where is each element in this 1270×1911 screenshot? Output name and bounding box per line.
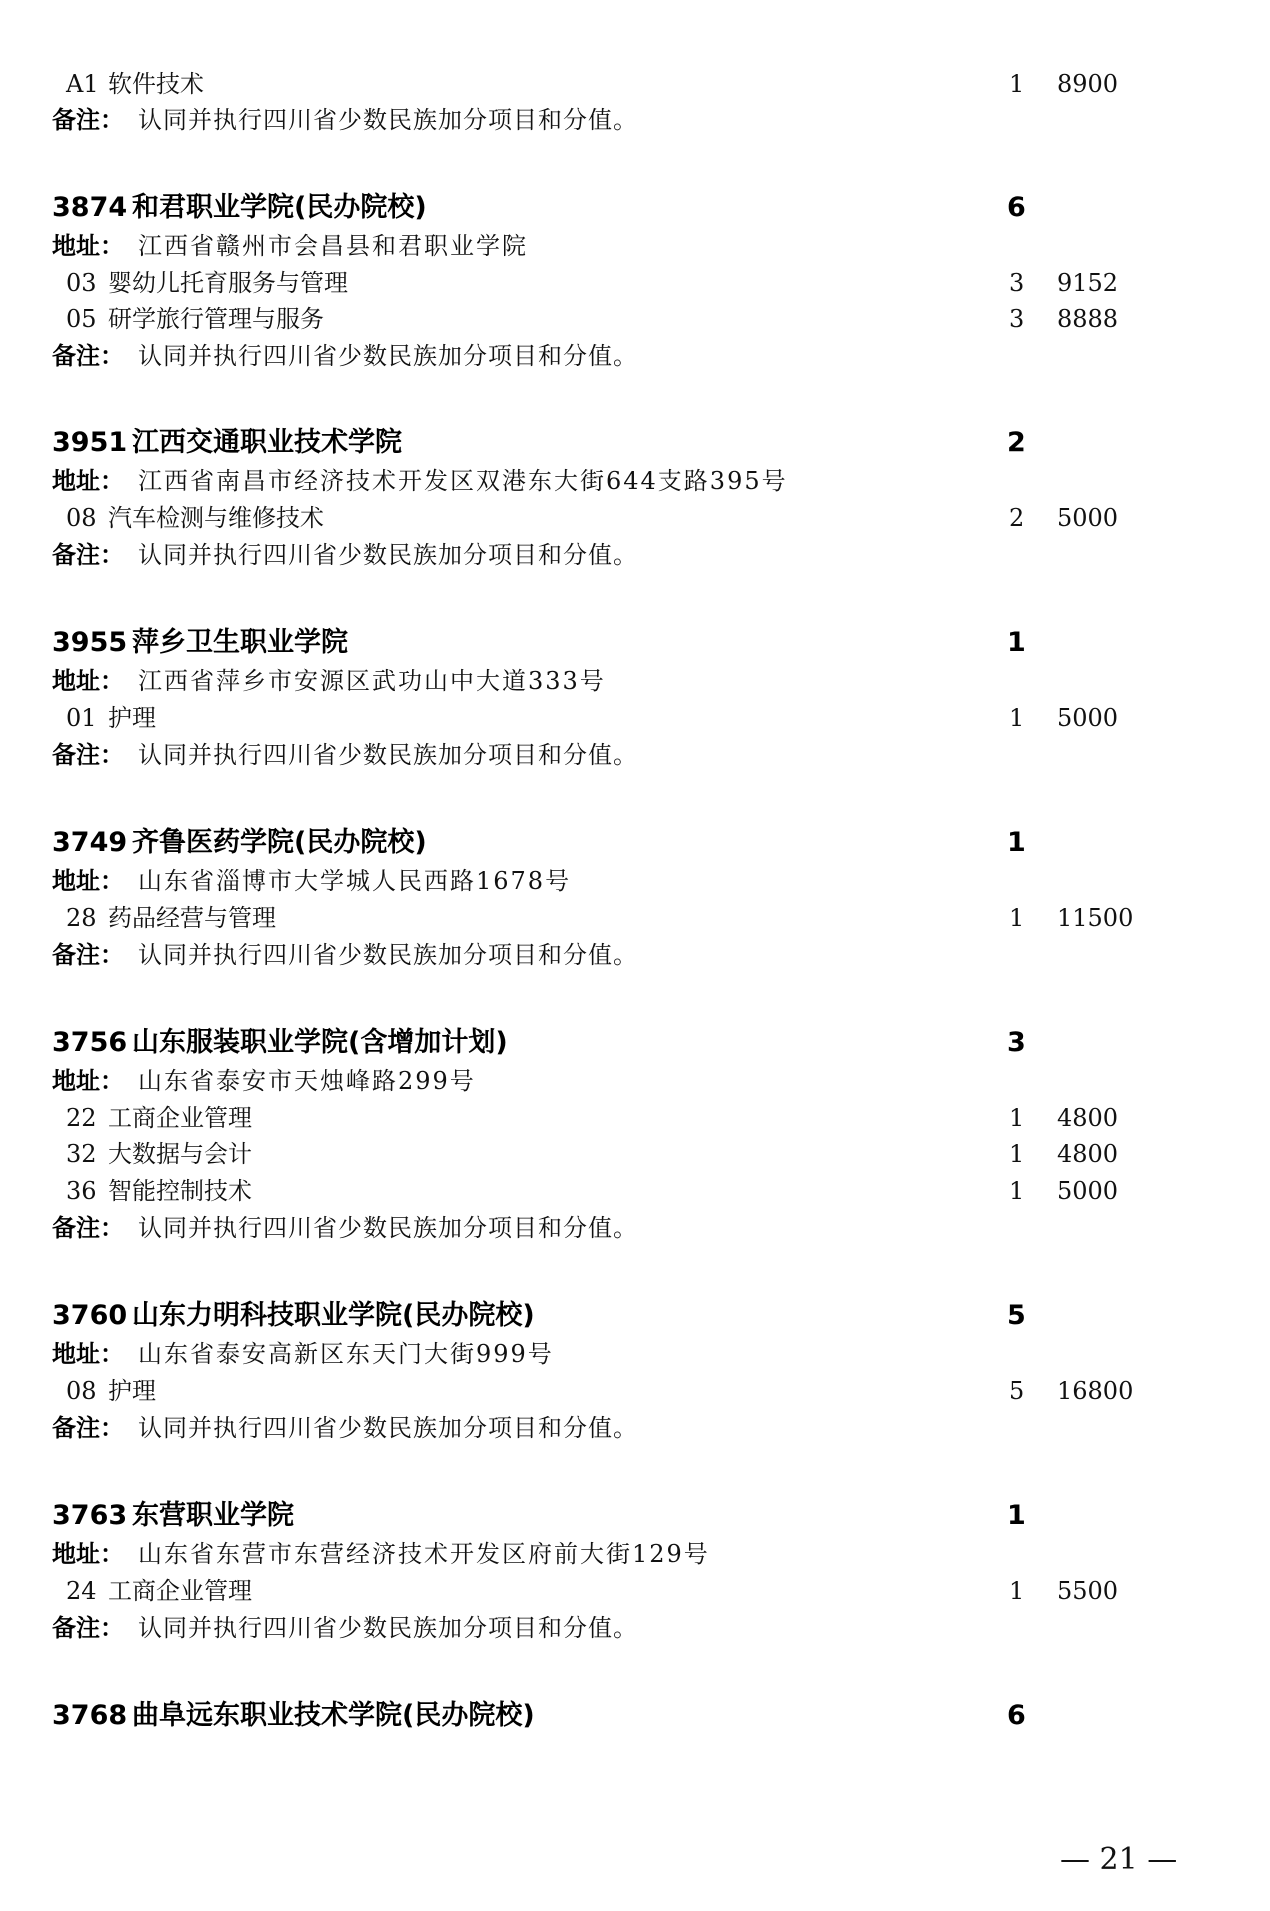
- school-title: [52, 1698, 1212, 1734]
- major-fee: 16800: [1057, 1377, 1134, 1405]
- address-row: [52, 1063, 1212, 1099]
- major-code: 08: [66, 1377, 97, 1405]
- address-text: 山东省淄博市大学城人民西路1678号: [138, 867, 572, 895]
- major-count: 2: [1009, 504, 1025, 532]
- major-fee: 4800: [1057, 1140, 1119, 1168]
- school-count: 6: [1007, 1700, 1026, 1731]
- major-row: [52, 301, 1212, 337]
- school-title: [52, 625, 1212, 661]
- address-row: [52, 228, 1212, 264]
- major-code: 01: [66, 704, 97, 732]
- school-name: 山东力明科技职业学院(民办院校): [132, 1300, 535, 1331]
- note-label: 备注：: [52, 342, 124, 370]
- school-title: [52, 825, 1212, 861]
- major-count: 1: [1009, 904, 1025, 932]
- major-fee: 11500: [1057, 904, 1134, 932]
- school-code: 3874: [52, 192, 128, 223]
- major-count: 3: [1009, 269, 1025, 297]
- major-fee: 5000: [1057, 1177, 1119, 1205]
- major-fee: 8900: [1057, 70, 1119, 98]
- school-name: 曲阜远东职业技术学院(民办院校): [132, 1700, 535, 1731]
- note-text: 认同并执行四川省少数民族加分项目和分值。: [138, 1414, 638, 1442]
- address-row: [52, 463, 1212, 499]
- school-title: [52, 1025, 1212, 1061]
- school-title: [52, 425, 1212, 461]
- major-fee: 5000: [1057, 504, 1119, 532]
- major-name: 婴幼儿托育服务与管理: [108, 269, 348, 297]
- school-name: 山东服装职业学院(含增加计划): [132, 1027, 508, 1058]
- address-label: 地址：: [52, 1540, 124, 1568]
- note-row: [52, 338, 1212, 374]
- major-code: 05: [66, 305, 97, 333]
- address-text: 山东省东营市东营经济技术开发区府前大街129号: [138, 1540, 710, 1568]
- major-count: 1: [1009, 1577, 1025, 1605]
- major-fee: 5500: [1057, 1577, 1119, 1605]
- note-text: 认同并执行四川省少数民族加分项目和分值。: [138, 941, 638, 969]
- address-text: 江西省南昌市经济技术开发区双港东大街644支路395号: [138, 467, 788, 495]
- major-row: [52, 1373, 1212, 1409]
- note-row: [52, 737, 1212, 773]
- major-row: [52, 1173, 1212, 1209]
- major-row: [52, 1100, 1212, 1136]
- note-text: 认同并执行四川省少数民族加分项目和分值。: [138, 541, 638, 569]
- note-label: 备注：: [52, 1414, 124, 1442]
- school-count: 1: [1007, 827, 1026, 858]
- school-code: 3760: [52, 1300, 128, 1331]
- address-text: 江西省萍乡市安源区武功山中大道333号: [138, 667, 606, 695]
- school-count: 2: [1007, 427, 1026, 458]
- school-count: 1: [1007, 1500, 1026, 1531]
- major-fee: 4800: [1057, 1104, 1119, 1132]
- school-name: 齐鲁医药学院(民办院校): [132, 827, 427, 858]
- major-row: [52, 1136, 1212, 1172]
- address-label: 地址：: [52, 867, 124, 895]
- major-code: 24: [66, 1577, 97, 1605]
- major-code: 08: [66, 504, 97, 532]
- school-count: 1: [1007, 627, 1026, 658]
- school-code: 3955: [52, 627, 128, 658]
- address-row: [52, 1336, 1212, 1372]
- major-name: 工商企业管理: [108, 1577, 252, 1605]
- school-code: 3768: [52, 1700, 128, 1731]
- note-text: 认同并执行四川省少数民族加分项目和分值。: [138, 342, 638, 370]
- school-count: 3: [1007, 1027, 1026, 1058]
- major-row: [52, 900, 1212, 936]
- major-count: 1: [1009, 1104, 1025, 1132]
- major-name: 汽车检测与维修技术: [108, 504, 324, 532]
- major-code: 36: [66, 1177, 97, 1205]
- note-row: [52, 537, 1212, 573]
- address-label: 地址：: [52, 1340, 124, 1368]
- major-fee: 9152: [1057, 269, 1119, 297]
- school-title: [52, 1298, 1212, 1334]
- school-code: 3763: [52, 1500, 128, 1531]
- address-label: 地址：: [52, 232, 124, 260]
- note-text: 认同并执行四川省少数民族加分项目和分值。: [138, 1214, 638, 1242]
- major-fee: 8888: [1057, 305, 1119, 333]
- major-code: 03: [66, 269, 97, 297]
- note-text: 认同并执行四川省少数民族加分项目和分值。: [138, 106, 638, 134]
- school-title: [52, 1498, 1212, 1534]
- note-row: [52, 1410, 1212, 1446]
- major-code: 28: [66, 904, 97, 932]
- note-text: 认同并执行四川省少数民族加分项目和分值。: [138, 1614, 638, 1642]
- address-label: 地址：: [52, 1067, 124, 1095]
- note-row: [52, 102, 1212, 138]
- school-name: 和君职业学院(民办院校): [132, 192, 427, 223]
- major-name: 工商企业管理: [108, 1104, 252, 1132]
- major-name: 软件技术: [108, 70, 204, 98]
- major-row: [52, 500, 1212, 536]
- address-text: 江西省赣州市会昌县和君职业学院: [138, 232, 528, 260]
- major-count: 1: [1009, 1177, 1025, 1205]
- school-count: 5: [1007, 1300, 1026, 1331]
- note-row: [52, 937, 1212, 973]
- address-row: [52, 863, 1212, 899]
- major-count: 5: [1009, 1377, 1025, 1405]
- major-code: 32: [66, 1140, 97, 1168]
- school-code: 3951: [52, 427, 128, 458]
- major-code: 22: [66, 1104, 97, 1132]
- address-text: 山东省泰安市天烛峰路299号: [138, 1067, 476, 1095]
- address-row: [52, 663, 1212, 699]
- major-row: [52, 66, 1212, 102]
- note-text: 认同并执行四川省少数民族加分项目和分值。: [138, 741, 638, 769]
- address-text: 山东省泰安高新区东天门大街999号: [138, 1340, 554, 1368]
- major-name: 智能控制技术: [108, 1177, 252, 1205]
- note-row: [52, 1210, 1212, 1246]
- major-row: [52, 265, 1212, 301]
- note-label: 备注：: [52, 1614, 124, 1642]
- address-label: 地址：: [52, 467, 124, 495]
- major-count: 3: [1009, 305, 1025, 333]
- major-name: 药品经营与管理: [108, 904, 276, 932]
- school-title: [52, 190, 1212, 226]
- note-label: 备注：: [52, 941, 124, 969]
- major-row: [52, 700, 1212, 736]
- major-name: 护理: [108, 1377, 156, 1405]
- address-label: 地址：: [52, 667, 124, 695]
- note-label: 备注：: [52, 106, 124, 134]
- major-fee: 5000: [1057, 704, 1119, 732]
- major-name: 研学旅行管理与服务: [108, 305, 324, 333]
- school-name: 东营职业学院: [132, 1500, 294, 1531]
- major-name: 护理: [108, 704, 156, 732]
- page-number: — 21 —: [1060, 1842, 1178, 1877]
- school-count: 6: [1007, 192, 1026, 223]
- major-count: 1: [1009, 704, 1025, 732]
- note-row: [52, 1610, 1212, 1646]
- school-name: 江西交通职业技术学院: [132, 427, 402, 458]
- major-count: 1: [1009, 1140, 1025, 1168]
- major-count: 1: [1009, 70, 1025, 98]
- school-code: 3756: [52, 1027, 128, 1058]
- school-code: 3749: [52, 827, 128, 858]
- major-row: [52, 1573, 1212, 1609]
- school-name: 萍乡卫生职业学院: [132, 627, 348, 658]
- major-name: 大数据与会计: [108, 1140, 252, 1168]
- address-row: [52, 1536, 1212, 1572]
- note-label: 备注：: [52, 1214, 124, 1242]
- note-label: 备注：: [52, 741, 124, 769]
- note-label: 备注：: [52, 541, 124, 569]
- major-code: A1: [66, 70, 99, 98]
